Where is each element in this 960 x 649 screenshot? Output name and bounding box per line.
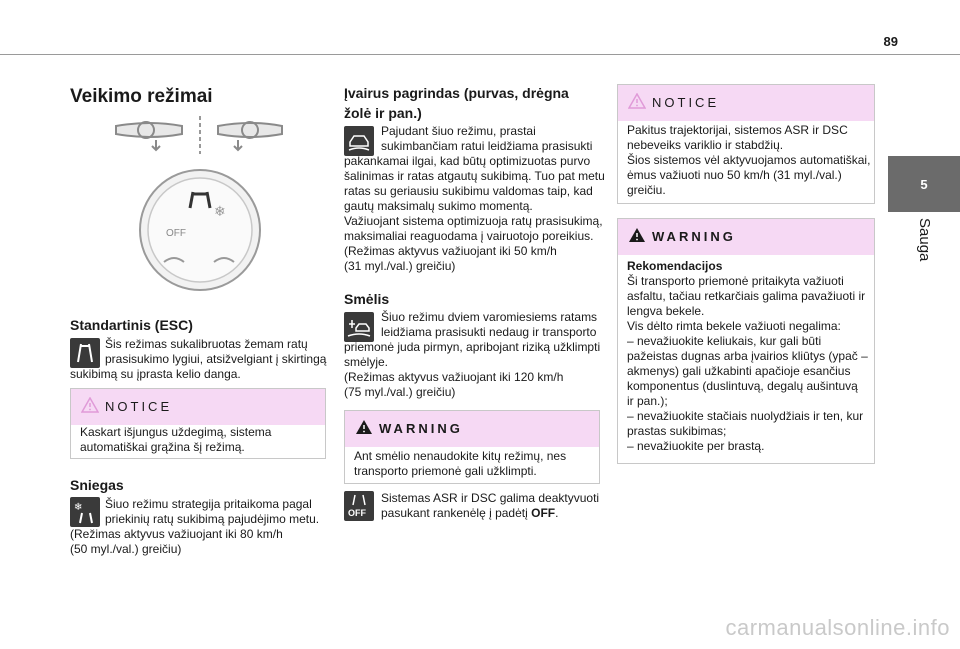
warning2-line-11: prastas sukibimas;	[627, 424, 727, 438]
snow-heading: Sniegas	[70, 477, 124, 493]
warning-box-1	[344, 410, 600, 484]
snow-line-1: Šiuo režimu strategija pritaikoma pagal	[105, 497, 312, 511]
standard-line-2: prasisukimo lygiui, atsižvelgiant į skirtingą	[105, 352, 327, 366]
notice2-line-5: greičiu.	[627, 183, 666, 197]
notice-triangle-icon-2	[628, 93, 646, 109]
mud-line-3: pakankamai ilgai, kad būtų optimizuotas purvo	[344, 154, 591, 168]
snow-line-4: (50 myl./val.) greičiu)	[70, 542, 182, 556]
notice-label-2: NOTICE	[652, 95, 720, 110]
warning2-line-8: komponentus (duslintuvą, degalų aušintuvą	[627, 379, 858, 393]
notice-label: NOTICE	[105, 399, 173, 414]
off-line-2: pasukant rankenėlę į padėtį OFF.	[381, 506, 559, 520]
notice-box-2	[617, 84, 875, 204]
warning2-line-12: – nevažiuokite per brastą.	[627, 439, 765, 453]
warning-label-2: WARNING	[652, 229, 736, 244]
notice-line-1: Kaskart išjungus uždegimą, sistema	[80, 425, 272, 439]
notice2-line-3: Šios sistemos vėl aktyvuojamos automatiškai,	[627, 153, 871, 167]
mud-line-9: (Režimas aktyvus važiuojant iki 50 km/h	[344, 244, 557, 258]
standard-line-1: Šis režimas sukalibruotas žemam ratų	[105, 337, 308, 351]
warning-box-2	[617, 218, 875, 464]
mud-line-10: (31 myl./val.) greičiu)	[344, 259, 456, 273]
page-title: Veikimo režimai	[70, 86, 213, 107]
warning2-line-6: pažeistas dugnas arba įvairios kliūtys (ypač –	[627, 349, 868, 363]
top-rule	[0, 54, 960, 55]
warning-line-1: Ant smėlio nenaudokite kitų režimų, nes	[354, 449, 567, 463]
warning2-line-4: Vis dėlto rimta bekele važiuoti negalima:	[627, 319, 841, 333]
page-number: 89	[883, 34, 898, 49]
steering-icon-right	[218, 122, 282, 150]
mud-heading-1: Įvairus pagrindas (purvas, drėgna	[344, 85, 569, 101]
sand-line-2: leidžiama prasisukti nedaug ir transporto	[381, 325, 597, 339]
warning2-line-3: lengva bekele.	[627, 304, 705, 318]
section-tab[interactable]: 5	[888, 156, 960, 212]
warning-triangle-icon	[355, 419, 373, 435]
off-mode-icon	[344, 491, 374, 521]
warning2-line-9: ir pan.);	[627, 394, 668, 408]
standard-heading: Standartinis (ESC)	[70, 317, 193, 333]
sand-line-4: smėlyje.	[344, 355, 389, 369]
warning2-line-2: asfaltu, tačiau retkarčiais galima pavažiuoti ir	[627, 289, 866, 303]
watermark: carmanualsonline.info	[725, 615, 950, 640]
svg-text:❄: ❄	[214, 204, 226, 220]
notice2-line-2: nebeveiks variklio ir stabdžių.	[627, 138, 784, 152]
mud-line-5: ratas su geriausiu sukibimu valdomas taip, kad	[344, 184, 593, 198]
mud-line-4: šalinimas ir ratas atgautų sukibimą. Tuo pat metu	[344, 169, 605, 183]
warning2-line-1: Ši transporto priemonė pritaikyta važiuoti	[627, 274, 844, 288]
svg-text:OFF: OFF	[166, 228, 186, 239]
mud-mode-icon	[344, 126, 374, 156]
sand-line-6: (75 myl./val.) greičiu)	[344, 385, 456, 399]
sand-line-5: (Režimas aktyvus važiuojant iki 120 km/h	[344, 370, 564, 384]
warning2-line-10: – nevažiuokite stačiais nuolydžiais ir ten, kur	[627, 409, 864, 423]
snow-mode-icon	[70, 497, 100, 527]
mode-dial	[140, 170, 260, 290]
mud-line-2: sukimbančiam ratui leidžiama prasisukti	[381, 139, 593, 153]
road-icon	[70, 338, 100, 368]
warning2-line-5: – nevažiuokite keliukais, kur gali būti	[627, 334, 822, 348]
mud-line-8: maksimaliai reaguodama į vairuotojo poreikius.	[344, 229, 594, 243]
mud-line-1: Pajudant šiuo režimu, prastai	[381, 124, 536, 138]
sand-line-1: Šiuo režimu dviem varomiesiems ratams	[381, 310, 598, 324]
notice-line-2: automatiškai grąžina šį režimą.	[80, 440, 245, 454]
notice2-line-1: Pakitus trajektorijai, sistemos ASR ir DSC	[627, 123, 848, 137]
notice-box-1	[70, 388, 326, 459]
section-label: Sauga	[916, 218, 933, 262]
mud-heading-2: žolė ir pan.)	[344, 105, 422, 121]
notice-triangle-icon	[81, 397, 99, 413]
off-line-1: Sistemas ASR ir DSC galima deaktyvuoti	[381, 491, 600, 505]
sand-line-3: priemonė juda pirmyn, apribojant riziką užklimpti	[344, 340, 601, 354]
sand-heading: Smėlis	[344, 291, 390, 307]
sand-mode-icon	[344, 312, 374, 342]
warning-triangle-icon-2	[628, 227, 646, 243]
svg-text:OFF: OFF	[348, 508, 366, 518]
warning-label: WARNING	[379, 421, 463, 436]
svg-text:❄: ❄	[74, 502, 83, 513]
warning2-title: Rekomendacijos	[627, 259, 723, 273]
snow-line-3: (Režimas aktyvus važiuojant iki 80 km/h	[70, 527, 283, 541]
notice2-line-4: ėmus važiuoti nuo 50 km/h (31 myl./val.)	[627, 168, 842, 182]
mud-line-7: Važiuojant sistema optimizuoja ratų prasisukimą,	[344, 214, 603, 228]
snow-line-2: priekinių ratų sukibimą pajudėjimo metu.	[105, 512, 320, 526]
warning2-line-7: akmenys) gali užkabinti apačioje esančius	[627, 364, 851, 378]
mode-selector-illustration	[110, 112, 290, 302]
warning-line-2: transporto priemonė gali užklimpti.	[354, 464, 537, 478]
steering-icon-left	[116, 122, 182, 150]
mud-line-6: gautų maksimalų sukimo momentą.	[344, 199, 533, 213]
standard-line-3: sukibimą su įprasta kelio danga.	[70, 367, 241, 381]
